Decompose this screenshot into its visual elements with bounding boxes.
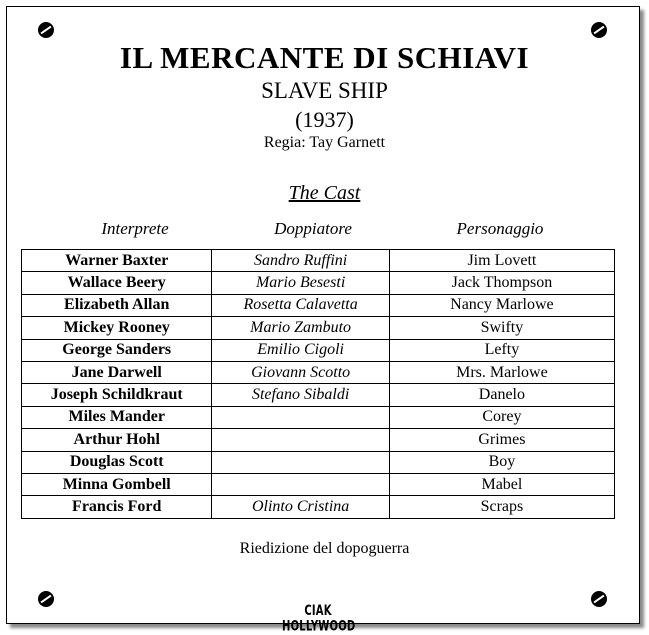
column-header-interprete: Interprete — [101, 219, 169, 238]
film-year: (1937) — [295, 107, 354, 132]
column-header-doppiatore: Doppiatore — [274, 219, 352, 238]
actor-cell: Joseph Schildkraut — [22, 384, 212, 406]
role-cell: Jack Thompson — [389, 272, 614, 294]
actor-cell: Minna Gombell — [22, 473, 212, 495]
screw-icon — [38, 591, 54, 607]
dubber-cell — [212, 406, 389, 428]
table-row — [22, 451, 615, 473]
actor-cell: George Sanders — [22, 339, 212, 361]
dubber-cell: Emilio Cigoli — [212, 339, 389, 361]
dubber-cell — [212, 429, 389, 451]
role-cell: Jim Lovett — [389, 250, 614, 272]
table-row — [22, 429, 615, 451]
table-row — [22, 384, 615, 406]
actor-cell: Mickey Rooney — [22, 317, 212, 339]
table-row — [22, 406, 615, 428]
film-title: IL MERCANTE DI SCHIAVI — [119, 40, 530, 75]
role-cell: Mrs. Marlowe — [389, 361, 614, 383]
actor-cell: Warner Baxter — [22, 250, 212, 272]
ciak-hollywood-logo: CIAK HOLLYWOOD — [282, 604, 356, 635]
dubber-cell: Sandro Ruffini — [212, 250, 389, 272]
role-cell: Lefty — [389, 339, 614, 361]
actor-cell: Wallace Beery — [22, 272, 212, 294]
role-cell: Mabel — [389, 473, 614, 495]
actor-cell: Francis Ford — [22, 496, 212, 518]
dubber-cell: Stefano Sibaldi — [212, 384, 389, 406]
table-row — [22, 361, 615, 383]
role-cell: Nancy Marlowe — [389, 294, 614, 316]
table-row — [22, 272, 615, 294]
original-title: SLAVE SHIP — [261, 78, 388, 103]
actor-cell: Miles Mander — [22, 406, 212, 428]
table-row — [22, 317, 615, 339]
screw-icon — [38, 22, 54, 38]
screw-icon — [591, 591, 607, 607]
table-row — [22, 496, 615, 518]
dubber-cell: Olinto Cristina — [212, 496, 389, 518]
actor-cell: Arthur Hohl — [22, 429, 212, 451]
role-cell: Grimes — [389, 429, 614, 451]
role-cell: Scraps — [389, 496, 614, 518]
director: Regia: Tay Garnett — [263, 134, 386, 151]
dubber-cell: Rosetta Calavetta — [212, 294, 389, 316]
column-header-personaggio: Personaggio — [456, 219, 544, 238]
role-cell: Swifty — [389, 317, 614, 339]
cast-heading: The Cast — [288, 182, 361, 204]
table-row — [22, 473, 615, 495]
actor-cell: Jane Darwell — [22, 361, 212, 383]
role-cell: Danelo — [389, 384, 614, 406]
table-row — [22, 294, 615, 316]
table-row — [22, 250, 615, 272]
dubber-cell: Mario Zambuto — [212, 317, 389, 339]
role-cell: Boy — [389, 451, 614, 473]
dubber-cell — [212, 473, 389, 495]
dubber-cell — [212, 451, 389, 473]
dubber-cell: Mario Besesti — [212, 272, 389, 294]
edition-note: Riedizione del dopoguerra — [239, 540, 410, 557]
cast-table — [21, 249, 615, 519]
screw-icon — [591, 22, 607, 38]
dubber-cell: Giovann Scotto — [212, 361, 389, 383]
actor-cell: Elizabeth Allan — [22, 294, 212, 316]
role-cell: Corey — [389, 406, 614, 428]
table-row — [22, 339, 615, 361]
actor-cell: Douglas Scott — [22, 451, 212, 473]
